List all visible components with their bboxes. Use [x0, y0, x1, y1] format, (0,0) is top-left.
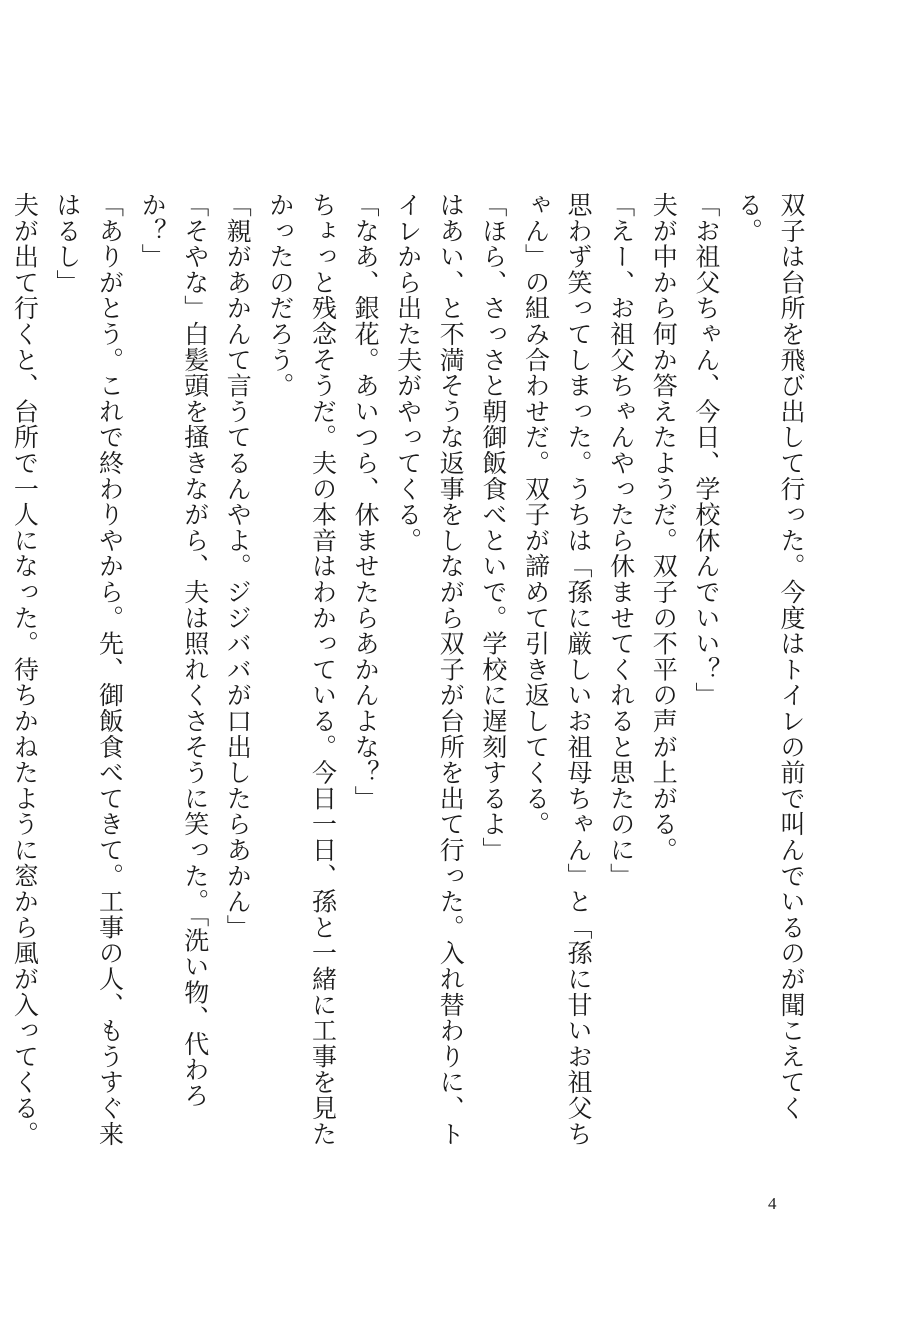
paragraph-1: 双子は台所を飛び出して行った。今度はトイレの前で叫んでいるのが聞こえてくる。: [734, 192, 806, 1121]
paragraph-12: 「ありがとう。これで終わりやから。先、御飯食べてきて。工事の人、もうすぐ来はるし」: [52, 192, 125, 1147]
paragraph-10: 「親があかんて言うてるんやよ。ジジババが口出したらあかん」: [223, 192, 253, 941]
paragraph-2: 「お祖父ちゃん、今日、学校休んでいい？」: [691, 192, 721, 708]
paragraph-5: 思わず笑ってしまった。うちは「孫に厳しいお祖母ちゃん」と「孫に甘いお祖父ちゃん」の組み合わせだ。双子が諦めて引き返してくる。: [521, 192, 594, 1147]
paragraph-3: 夫が中から何か答えたようだ。双子の不平の声が上がる。: [649, 192, 679, 863]
vertical-text-body: [0, 192, 812, 1152]
paragraph-7: はあい、と不満そうな返事をしながら双子が台所を出て行った。入れ替わりに、トイレから出た夫がやってくる。: [393, 192, 466, 1147]
paragraph-4: 「えー、お祖父ちゃんやったら休ませてくれると思たのに」: [606, 192, 636, 889]
paragraph-13: 夫が出て行くと、台所で一人になった。待ちかねたように窓から風が入ってくる。: [10, 192, 40, 1147]
paragraph-11: 「そやな」白髪頭を掻きながら、夫は照れくさそうに笑った。「洗い物、代わろか？」: [138, 192, 210, 1109]
paragraph-8: 「なあ、銀花。あいつら、休ませたらあかんよな？」: [351, 192, 381, 812]
page-number: 4: [768, 1194, 777, 1213]
paragraph-6: 「ほら、さっさと朝御飯食べといで。学校に遅刻するよ」: [478, 192, 508, 863]
paragraph-9: ちょっと残念そうだ。夫の本音はわかっている。今日一日、孫と一緒に工事を見たかったのだろう。: [265, 192, 338, 1147]
